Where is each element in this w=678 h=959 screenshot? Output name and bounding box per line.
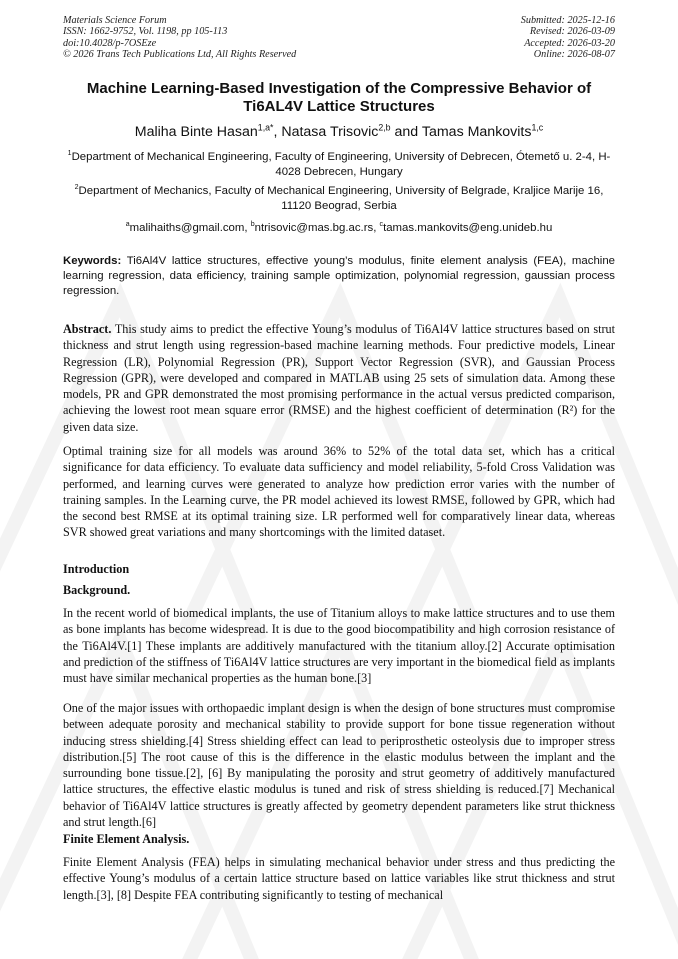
journal-name: Materials Science Forum — [63, 15, 167, 26]
body-paragraph: In the recent world of biomedical implants, the use of Titanium alloys to make lattice structures and to use them as bone implants has become widespread. It is due to the good biocompatibility and high corrosion resistance of the Ti6Al4V.[1] These implants are additively manufactured with the titanium alloy.[2] Accurate optimisation and prediction of the stiffness of Ti6Al4V lattice structures are very important in the biomedical field as implants must have similar mechanical properties as the human bone.[3] — [63, 606, 615, 686]
author-affiliation-mark: 1,c — [531, 122, 544, 133]
email-separator: , — [244, 222, 251, 234]
background-heading: Background. — [63, 583, 131, 597]
email-address[interactable]: tamas.mankovits@eng.unideb.hu — [383, 222, 553, 234]
accepted-date: Accepted: 2026-03-20 — [524, 37, 615, 49]
publication-dates — [521, 15, 615, 61]
author-affiliation-mark: 1,a* — [257, 122, 274, 133]
doi-line: doi:10.4028/p-7OSEze — [63, 37, 157, 49]
keywords-text: Ti6Al4V lattice structures, effective young’s modulus, finite element analysis (FEA), machine learning regression, data efficiency, training sample optimization, polynomial regression, gaussian process regression. — [63, 255, 615, 297]
revised-date: Revised: 2026-03-09 — [529, 26, 615, 38]
email-mark: c — [379, 221, 384, 229]
submitted-date: Submitted: 2025-12-16 — [520, 15, 615, 26]
email-mark: b — [250, 221, 255, 229]
keywords-section — [63, 254, 615, 298]
affiliation-text: Department of Mechanics, Faculty of Mechanical Engineering, University of Belgrade, Kraljice Marije 16, 11120 Beograd, Serbia — [78, 185, 604, 212]
author-affiliation-mark: 2,b — [378, 122, 391, 133]
author-separator: and — [390, 124, 422, 140]
author-name: Tamas Mankovits — [421, 124, 532, 140]
author-name: Maliha Binte Hasan — [134, 124, 258, 140]
affiliation-text: Department of Mechanical Engineering, Faculty of Engineering, University of Debrecen, Ótemető u. 2-4, H-4028 Debrecen, Hungary — [71, 151, 611, 178]
keywords-label: Keywords: — [63, 255, 122, 267]
affiliation-number: 1 — [67, 150, 72, 158]
author-list — [40, 124, 638, 141]
email-address[interactable]: malihaiths@gmail.com — [129, 222, 245, 234]
online-date: Online: 2026-08-07 — [533, 49, 615, 61]
affiliation-1 — [63, 150, 615, 180]
affiliation-2 — [63, 184, 615, 214]
body-paragraph: One of the major issues with orthopaedic implant design is when the design of bone structures must compromise between adequate porosity and mechanical stability to provide support for bone tissue regeneration without inducing stress shielding.[4] Stress shielding effect can lead to periprosthetic osteolysis due to improper stress distribution.[5] The root cause of this is the difference in the elastic modulus between the implant and the surrounding bone tissue.[2], [6] By manipulating the porosity and strut geometry of additively manufactured lattice structures, the effective elastic modulus is tuned and risk of stress shielding is reduced.[7] Mechanical behavior of Ti6Al4V lattice structures is greatly affected by geometry dependent parameters like strut thickness and strut length.[6] — [63, 701, 615, 830]
issn-line: ISSN: 1662-9752, Vol. 1198, pp 105-113 — [63, 26, 228, 38]
paper-title: Machine Learning-Based Investigation of the Compressive Behavior of Ti6AL4V Lattice Structures — [86, 80, 592, 115]
email-separator: , — [373, 222, 380, 234]
journal-info — [63, 15, 296, 61]
email-mark: a — [125, 221, 130, 229]
email-address[interactable]: ntrisovic@mas.bg.ac.rs — [254, 222, 374, 234]
fea-heading: Finite Element Analysis. — [63, 832, 190, 846]
abstract-label: Abstract. — [63, 322, 112, 336]
abstract-paragraph-2: Optimal training size for all models was around 36% to 52% of the total data set, which has a critical significance for data efficiency. To evaluate data sufficiency and model reliability, 5-fold Cross Validation was performed, and learning curves were generated to analyze how prediction error varies with the number of training samples. In the Learning curve, the PR model achieved its lowest RMSE, followed by GPR, which had the second best RMSE at its optimal training size. LR performed well for comparatively linear data, whereas SVR showed great variations and many shortcomings with the limited dataset. — [63, 444, 615, 540]
author-separator: , — [273, 124, 282, 140]
introduction-heading: Introduction — [63, 562, 130, 576]
abstract-text: This study aims to predict the effective Young’s modulus of Ti6Al4V lattice structures based on strut thickness and strut length using regression-based machine learning methods. Four predictive models, Linear Regression (LR), Polynomial Regression (PR), Support Vector Regression (SVR), and Gaussian Process Regression (GPR), were developed and compared in MATLAB using 25 sets of simulation data. Among these models, PR and GPR demonstrated the most promising performance in the actual versus predicted comparison, achieving the lowest root mean square error (RMSE) and the highest coefficient of determination (R²) for the given data size. — [63, 322, 615, 434]
copyright-line: © 2026 Trans Tech Publications Ltd, All Rights Reserved — [63, 49, 297, 61]
body-paragraph: Finite Element Analysis (FEA) helps in simulating mechanical behavior under stress and thus predicting the effective Young’s modulus of a certain lattice structure based on lattice variables like strut thickness and strut length.[3], [8] Despite FEA contributing significantly to testing of mechanical — [63, 855, 615, 902]
affiliation-number: 2 — [74, 184, 79, 192]
author-name: Natasa Trisovic — [281, 124, 379, 140]
author-emails — [63, 221, 615, 236]
abstract-paragraph-1 — [63, 321, 615, 435]
